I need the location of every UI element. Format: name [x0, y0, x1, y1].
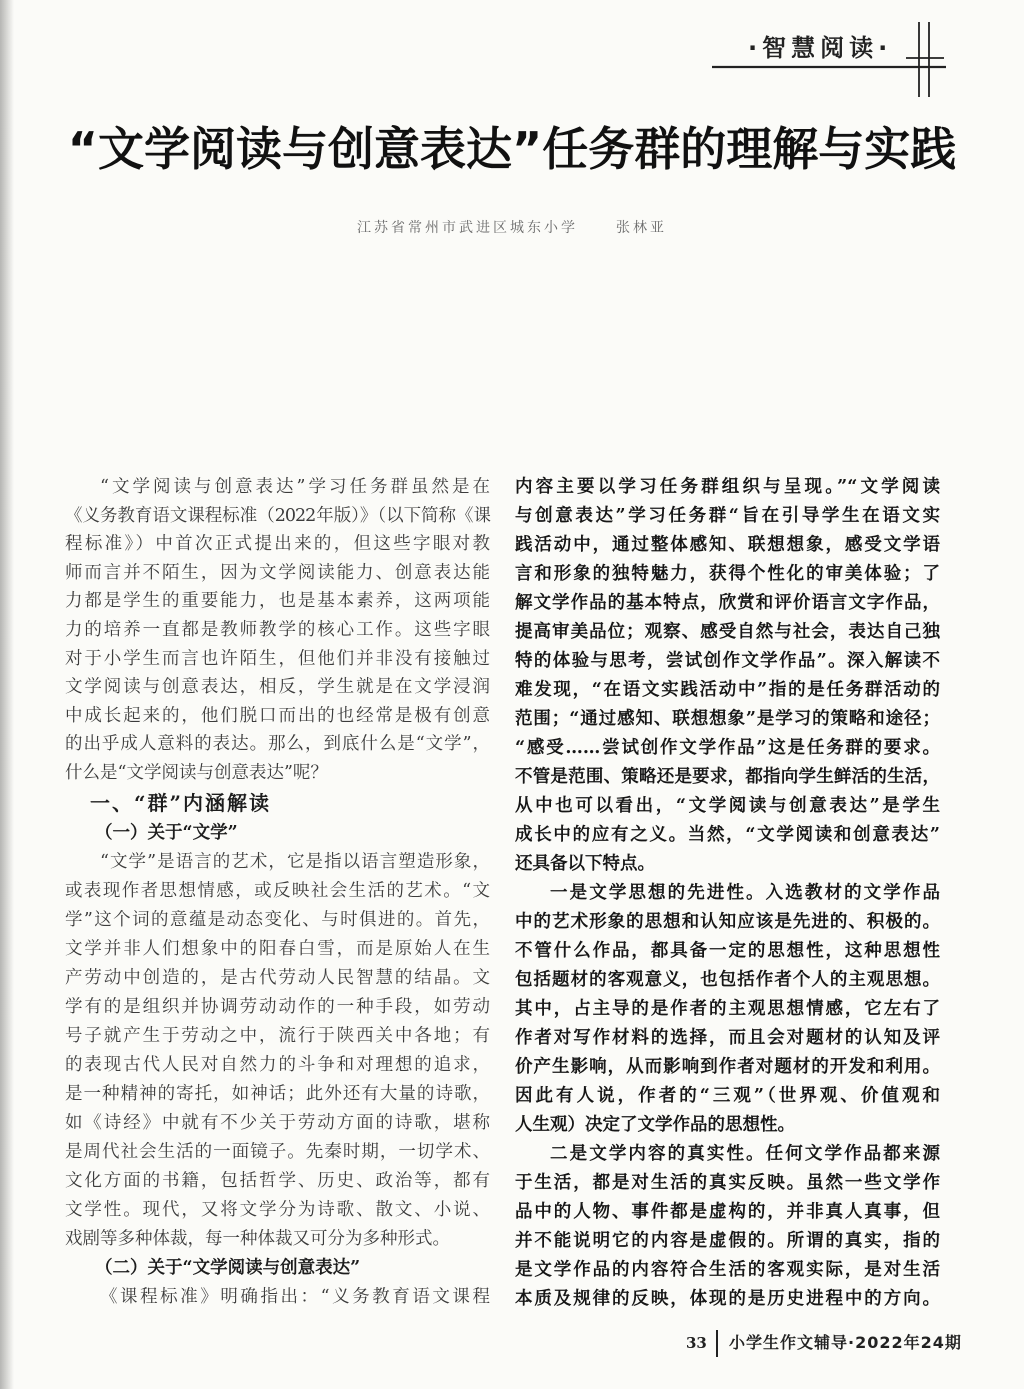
text-line: 践活动中，通过整体感知、联想想象，感受文学语 — [515, 535, 940, 555]
text-line: 一是文学思想的先进性。入选教材的文学作品 — [550, 883, 940, 903]
text-line: 于生活，都是对生活的真实反映。虽然一些文学作 — [515, 1173, 940, 1193]
section-heading: 一、“群”内涵解读 — [90, 790, 272, 815]
text-line: 与创意表达”学习任务群“旨在引导学生在语文实 — [515, 506, 940, 526]
text-line: 文化方面的书籍，包括哲学、历史、政治等，都有 — [65, 1170, 490, 1191]
page-number: 33 — [686, 1334, 707, 1352]
section-label: ·智慧阅读· — [748, 34, 893, 62]
text-line: 范围；“通过感知、联想想象”是学习的策略和途径； — [515, 709, 940, 729]
text-line: 因此有人说，作者的“三观”（世界观、价值观和 — [515, 1086, 940, 1106]
text-line: 中成长起来的，他们脱口而出的也经常是极有创意 — [65, 705, 490, 726]
text-line: 戏剧等多种体裁，每一种体裁又可分为多种形式。 — [65, 1228, 450, 1249]
scan-edge-shadow — [0, 0, 14, 1389]
text-line: “感受……尝试创作文学作品”这是任务群的要求。 — [515, 738, 940, 758]
text-line: 不管什么作品，都具备一定的思想性，这种思想性 — [515, 941, 940, 961]
text-line: 成长中的应有之义。当然，“文学阅读和创意表达” — [515, 825, 940, 845]
text-line: 学”这个词的意蕴是动态变化、与时俱进的。首先， — [65, 909, 490, 930]
point-one-paragraph — [515, 879, 940, 1140]
text-line: “文学”是语言的艺术，它是指以语言塑造形象， — [100, 851, 490, 872]
text-line: 还具备以下特点。 — [515, 854, 655, 874]
author-affiliation: 江苏省常州市武进区城东小学 — [357, 220, 578, 236]
text-line: 中的艺术形象的思想和认知应该是先进的、积极的。 — [515, 912, 940, 932]
text-line: 解文学作品的基本特点，欣赏和评价语言文字作品， — [515, 593, 940, 613]
subheading-literature: （一）关于“文学” — [95, 822, 238, 843]
text-line: 二是文学内容的真实性。任何文学作品都来源 — [550, 1144, 940, 1164]
literature-paragraph — [65, 848, 490, 1254]
text-line: 文学并非人们想象中的阳春白雪，而是原始人在生 — [65, 938, 490, 959]
text-line: 提高审美品位；观察、感受自然与社会，表达自己独 — [515, 622, 940, 642]
text-line: “文学阅读与创意表达”学习任务群虽然是在 — [100, 477, 490, 497]
text-line: 力的培养一直都是教师教学的核心工作。这些字眼 — [65, 619, 490, 640]
text-line: 特的体验与思考，尝试创作文学作品”。深入解读不 — [515, 651, 940, 671]
intro-paragraph — [65, 473, 490, 788]
text-line: 难发现，“在语文实践活动中”指的是任务群活动的 — [515, 680, 940, 700]
text-line: 文学性。现代，又将文学分为诗歌、散文、小说、 — [65, 1199, 490, 1220]
standard-paragraph-continued — [515, 473, 940, 879]
text-line: 力都是学生的重要能力，也是基本素养，这两项能 — [65, 591, 490, 612]
text-line: 程标准》）中首次正式提出来的，但这些字眼对教 — [65, 534, 490, 555]
text-line: 学有的是组织并协调劳动动作的一种手段，如劳动 — [65, 996, 490, 1017]
text-line: 从中也可以看出，“文学阅读与创意表达”是学生 — [515, 796, 940, 816]
text-line: 或表现作者思想情感，或反映社会生活的艺术。“文 — [65, 880, 490, 901]
text-line: 品中的人物、事件都是虚构的，并非真人真事，但 — [515, 1202, 940, 1222]
text-line: 对于小学生而言也许陌生，但他们并非没有接触过 — [65, 648, 490, 669]
publication-issue: 小学生作文辅导·2022年24期 — [729, 1333, 962, 1352]
text-line: 师而言并不陌生，因为文学阅读能力、创意表达能 — [65, 562, 490, 583]
text-line: 不管是范围、策略还是要求，都指向学生鲜活的生活， — [515, 767, 940, 787]
section-ornament — [700, 15, 960, 100]
text-line: 作者对写作材料的选择，而且会对题材的认知及评 — [515, 1028, 940, 1048]
left-column — [65, 473, 490, 1312]
subheading-reading-expression: （二）关于“文学阅读与创意表达” — [95, 1257, 361, 1278]
text-line: 其中，占主导的是作者的主观思想情感，它左右了 — [515, 999, 940, 1019]
text-line: 的出乎成人意料的表达。那么，到底什么是“文学”， — [65, 734, 490, 755]
text-line: 价产生影响，从而影响到作者对题材的开发和利用。 — [515, 1057, 940, 1077]
text-line: 文学阅读与创意表达，相反，学生就是在文学浸润 — [65, 677, 490, 698]
text-line: 《课程标准》明确指出：“义务教育语文课程 — [100, 1286, 490, 1307]
text-line: 《义务教育语文课程标准（2022年版）》（以下简称《课 — [65, 505, 490, 526]
text-line: 号子就产生于劳动之中，流行于陕西关中各地；有 — [65, 1025, 490, 1046]
text-line: 产劳动中创造的，是古代劳动人民智慧的结晶。文 — [65, 967, 490, 988]
article-title: “文学阅读与创意表达”任务群的理解与实践 — [67, 122, 957, 176]
byline — [0, 216, 1024, 240]
text-line: 人生观）决定了文学作品的思想性。 — [515, 1115, 795, 1135]
text-line: 本质及规律的反映，体现的是历史进程中的方向。 — [515, 1289, 940, 1309]
text-line: 包括题材的客观意义，也包括作者个人的主观思想。 — [515, 970, 940, 990]
footer-divider — [716, 1330, 718, 1357]
text-line: 言和形象的独特魅力，获得个性化的审美体验；了 — [515, 564, 940, 584]
text-line: 是一种精神的寄托，如神话；此外还有大量的诗歌， — [65, 1083, 490, 1104]
text-line: 是文学作品的内容符合生活的客观实际，是对生活 — [515, 1260, 940, 1280]
text-line: 什么是“文学阅读与创意表达”呢？ — [65, 762, 328, 783]
text-line: 的表现古代人民对自然力的斗争和对理想的追求， — [65, 1054, 490, 1075]
text-line: 是周代社会生活的一面镜子。先秦时期，一切学术、 — [65, 1141, 490, 1162]
author-name: 张林亚 — [616, 220, 667, 236]
text-line: 如《诗经》中就有不少关于劳动方面的诗歌，堪称 — [65, 1112, 490, 1133]
right-column — [515, 473, 940, 1314]
text-line: 并不能说明它的内容是虚假的。所谓的真实，指的 — [515, 1231, 940, 1251]
point-two-paragraph — [515, 1140, 940, 1314]
standard-paragraph — [65, 1283, 490, 1312]
text-line: 内容主要以学习任务群组织与呈现。”“文学阅读 — [515, 477, 940, 497]
